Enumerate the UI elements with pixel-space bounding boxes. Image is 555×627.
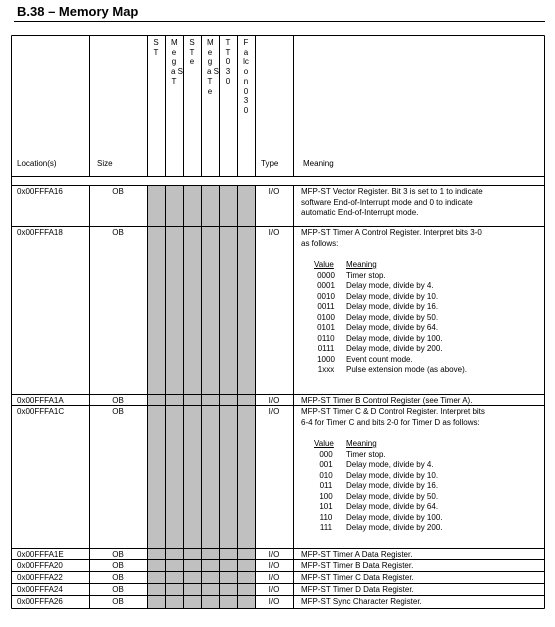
- subtable-value: 1000: [317, 354, 335, 364]
- subtable-value: 001: [319, 460, 333, 469]
- subtable-meaning: Delay mode, divide by 10.: [346, 470, 439, 480]
- row-location: 0x00FFFA26: [17, 597, 63, 606]
- page-title: B.38 – Memory Map: [17, 4, 139, 19]
- subtable-meaning: Delay mode, divide by 4.: [346, 460, 434, 469]
- subtable-value: 1xxx: [317, 365, 335, 374]
- subtable-meaning-header: Meaning: [346, 260, 377, 269]
- row-meaning-line: MFP-ST Timer A Control Register. Interpret bits 3-0: [301, 228, 482, 237]
- subtable-meaning: Delay mode, divide by 16.: [346, 481, 439, 490]
- row-type: I/O: [268, 597, 280, 606]
- row-type: I/O: [268, 187, 280, 196]
- subtable-value: 0000: [317, 270, 335, 280]
- subtable-value: 101: [319, 502, 333, 511]
- subtable-meaning: Pulse extension mode (as above).: [346, 365, 467, 374]
- header-machine-mega-st: [165, 38, 183, 87]
- subtable-meaning: Delay mode, divide by 100.: [346, 512, 443, 522]
- subtable-value: 0001: [317, 281, 335, 290]
- header-machine-st: [147, 38, 165, 57]
- subtable-value: 000: [319, 449, 333, 459]
- row-location: 0x00FFFA18: [17, 228, 63, 237]
- subtable-meaning: Delay mode, divide by 200.: [346, 523, 443, 532]
- subtable-meaning: Delay mode, divide by 200.: [346, 344, 443, 353]
- machine-header-letters: Falcon030: [243, 38, 249, 115]
- subtable-value: 100: [319, 491, 333, 501]
- subtable-meaning: Timer stop.: [346, 449, 386, 459]
- row-location: 0x00FFFA1C: [17, 407, 65, 416]
- subtable-meaning: Delay mode, divide by 4.: [346, 281, 434, 290]
- table-grid: [11, 35, 545, 615]
- subtable-value-header: Value: [314, 439, 334, 448]
- header-machine-mega-ste: [201, 38, 219, 96]
- row-meaning-line: MFP-ST Timer B Data Register.: [301, 561, 414, 570]
- subtable-value: 110: [319, 512, 333, 522]
- row-location: 0x00FFFA16: [17, 187, 63, 196]
- subtable-meaning: Delay mode, divide by 64.: [346, 502, 439, 511]
- subtable-value: 0110: [317, 333, 335, 343]
- subtable-meaning: Timer stop.: [346, 270, 386, 280]
- header-machine-ste: [183, 38, 201, 67]
- row-size: OB: [112, 597, 124, 606]
- row-meaning-line: automatic End-of-Interrupt mode.: [301, 208, 419, 217]
- header-machine-tt030: [219, 38, 237, 87]
- row-type: I/O: [268, 550, 280, 559]
- row-location: 0x00FFFA1A: [17, 396, 64, 405]
- subtable-value: 0111: [317, 344, 335, 353]
- row-meaning-line: MFP-ST Timer A Data Register.: [301, 550, 413, 559]
- row-meaning-line: software End-of-Interrupt mode and 0 to indicate: [301, 197, 473, 207]
- row-size: OB: [112, 187, 124, 196]
- row-meaning-line: MFP-ST Timer C Data Register.: [301, 573, 414, 582]
- machine-column-shading: [165, 185, 183, 608]
- row-type: I/O: [268, 573, 280, 582]
- subtable-meaning: Delay mode, divide by 64.: [346, 323, 439, 332]
- memory-map-table: [11, 35, 545, 615]
- subtable-meaning: Delay mode, divide by 100.: [346, 333, 443, 343]
- subtable-value: 0100: [317, 312, 335, 322]
- row-meaning-line: as follows:: [301, 238, 339, 248]
- title-rule: [14, 21, 545, 22]
- header-size: Size: [97, 159, 113, 168]
- machine-column-shading: [201, 185, 219, 608]
- subtable-meaning: Delay mode, divide by 10.: [346, 291, 439, 301]
- row-location: 0x00FFFA24: [17, 585, 63, 594]
- header-meaning: Meaning: [303, 159, 334, 168]
- machine-header-letters: TT030: [225, 38, 231, 86]
- subtable-value: 011: [319, 481, 333, 490]
- row-meaning-line: MFP-ST Vector Register. Bit 3 is set to 1 to indicate: [301, 187, 483, 196]
- row-type: I/O: [268, 585, 280, 594]
- row-size: OB: [112, 550, 124, 559]
- subtable-value: 0010: [317, 291, 335, 301]
- row-location: 0x00FFFA20: [17, 561, 63, 570]
- subtable-value: 0101: [317, 323, 335, 332]
- row-meaning-line: MFP-ST Timer B Control Register (see Timer A).: [301, 396, 473, 405]
- row-size: OB: [112, 396, 124, 405]
- row-type: I/O: [268, 396, 280, 405]
- header-type: Type: [261, 159, 279, 168]
- row-meaning-line: MFP-ST Timer D Data Register.: [301, 585, 414, 594]
- row-size: OB: [112, 407, 124, 416]
- row-location: 0x00FFFA22: [17, 573, 63, 582]
- machine-header-letters: Mega STe: [207, 38, 220, 96]
- row-size: OB: [112, 561, 124, 570]
- machine-column-shading: [147, 185, 165, 608]
- row-type: I/O: [268, 561, 280, 570]
- machine-column-shading: [237, 185, 255, 608]
- row-meaning-line: MFP-ST Timer C & D Control Register. Interpret bits: [301, 407, 485, 416]
- subtable-meaning: Event count mode.: [346, 354, 413, 364]
- subtable-value: 010: [319, 470, 333, 480]
- machine-column-shading: [219, 185, 237, 608]
- subtable-meaning: Delay mode, divide by 50.: [346, 491, 439, 501]
- machine-header-letters: Mega ST: [171, 38, 184, 86]
- subtable-value: 111: [319, 523, 333, 532]
- machine-header-letters: STe: [189, 38, 195, 67]
- subtable-meaning: Delay mode, divide by 50.: [346, 312, 439, 322]
- row-size: OB: [112, 573, 124, 582]
- row-location: 0x00FFFA1E: [17, 550, 64, 559]
- row-type: I/O: [268, 228, 280, 237]
- header-location: Location(s): [17, 159, 57, 168]
- header-machine-falcon030: [237, 38, 255, 116]
- subtable-meaning-header: Meaning: [346, 439, 377, 448]
- subtable-meaning: Delay mode, divide by 16.: [346, 302, 439, 311]
- machine-column-shading: [183, 185, 201, 608]
- row-meaning-line: 6-4 for Timer C and bits 2-0 for Timer D as follows:: [301, 417, 480, 427]
- row-size: OB: [112, 585, 124, 594]
- subtable-value: 0011: [317, 302, 335, 311]
- row-size: OB: [112, 228, 124, 237]
- row-type: I/O: [268, 407, 280, 416]
- subtable-value-header: Value: [314, 260, 334, 269]
- row-meaning-line: MFP-ST Sync Character Register.: [301, 597, 422, 606]
- machine-header-letters: ST: [153, 38, 159, 57]
